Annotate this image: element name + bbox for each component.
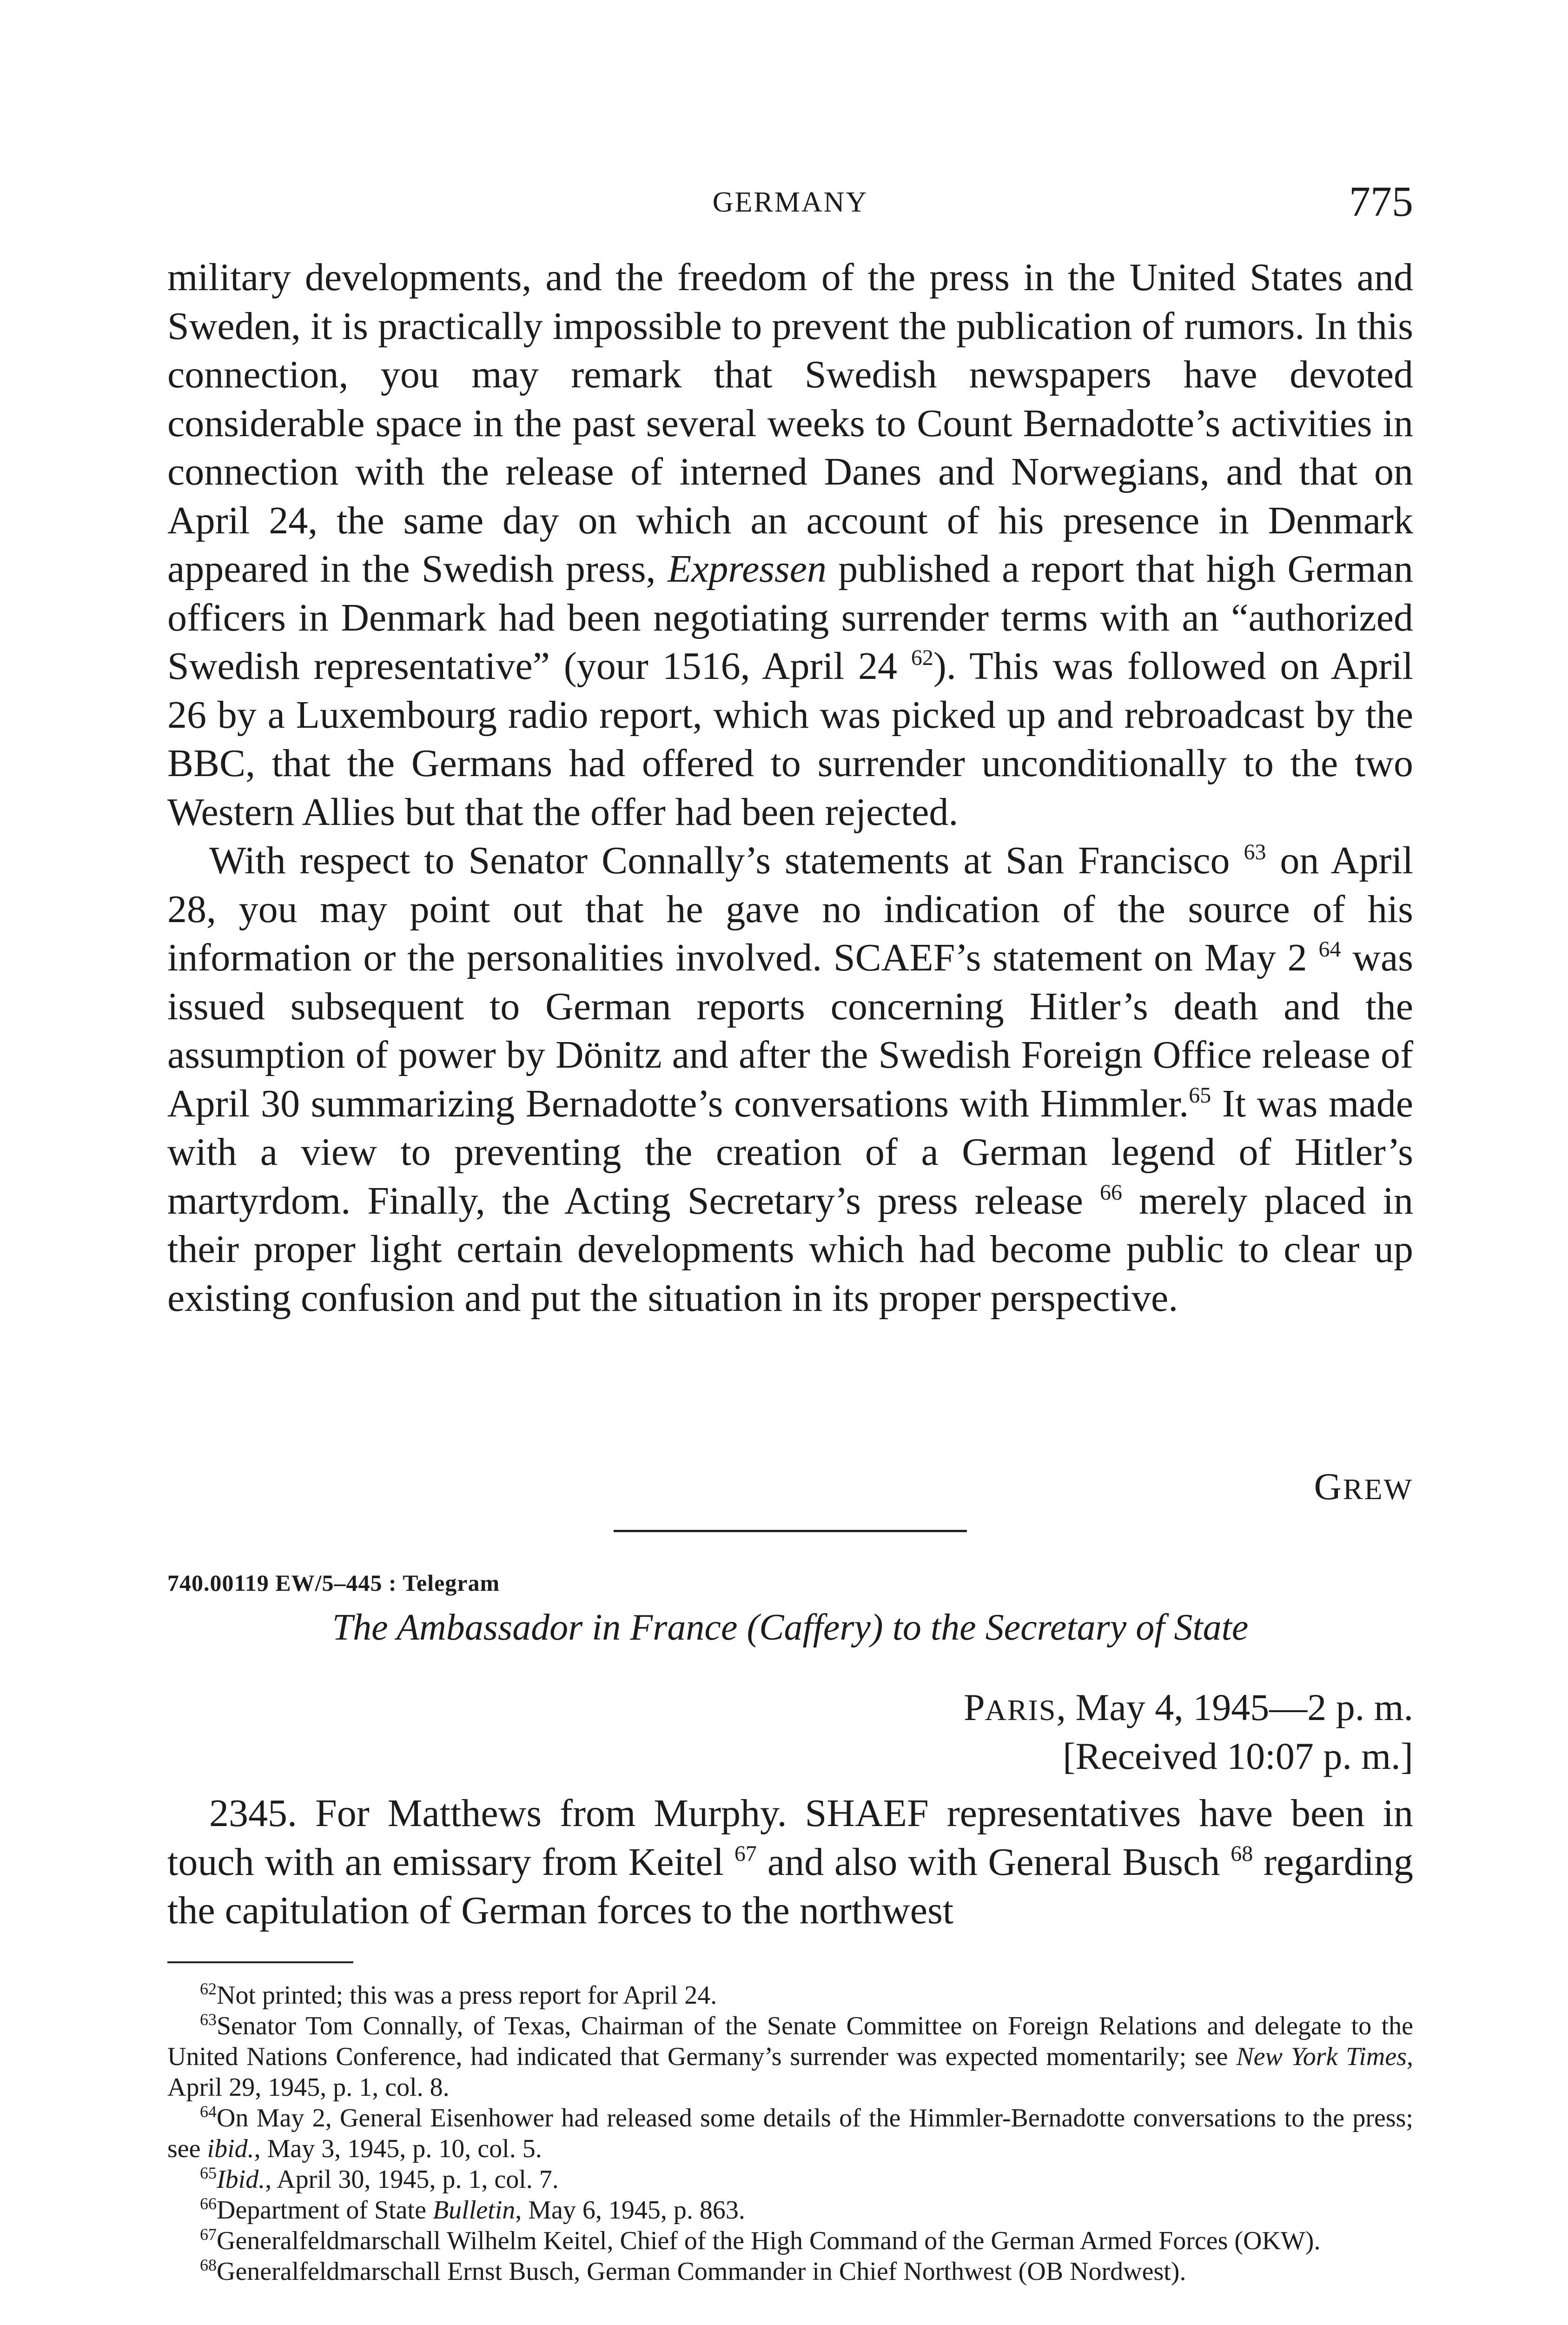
telegram-text <box>167 1789 1413 1935</box>
footnote-number: 62 <box>200 1980 217 1998</box>
signature-initial: G <box>1314 1465 1343 1508</box>
section-divider <box>614 1530 967 1532</box>
text-run: It was made with a view to preventing the creation of a German legend of Hitler’s martyrdom. Finally, the Acting Secretary’s press release <box>167 1082 1414 1222</box>
text-run: published a report that high German officers in Denmark had been negotiating surrender terms with an “authorized Swedish representative” (your 1516, April 24 <box>167 547 1414 688</box>
footnote-italic: Ibid. <box>217 2165 265 2194</box>
footnote-text: Not printed; this was a press report for April 24. <box>217 1981 717 2010</box>
footnote-text: Department of State <box>217 2196 433 2225</box>
text-run: regarding the capitulation of German forces to the northwest <box>167 1840 1413 1932</box>
footnote-65 <box>167 2164 1413 2195</box>
footnote-ref-66: 66 <box>1099 1180 1122 1205</box>
text-run: merely placed in their proper light certain developments which had become public to clear up existing confusion and put the situation in its proper perspective. <box>167 1179 1413 1320</box>
footnote-number: 65 <box>200 2164 217 2182</box>
running-head <box>167 177 1413 228</box>
paragraph-rumors <box>167 253 1413 837</box>
footnote-67 <box>167 2225 1413 2256</box>
newspaper-name: Expressen <box>667 547 827 591</box>
footnote-text: Generalfeldmarschall Ernst Busch, German Commander in Chief Northwest (OB Nordwest). <box>217 2257 1186 2286</box>
paragraph-connally <box>167 837 1413 1322</box>
dateline <box>964 1686 1413 1729</box>
text-run: ). This was followed on April 26 by a Luxembourg radio report, which was picked up and rebroadcast by the BBC, that the Germans had offered to surrender unconditionally to the two Western Allies but that the offer had been rejected. <box>167 644 1413 834</box>
footnote-number: 68 <box>200 2256 217 2274</box>
footnote-number: 64 <box>200 2102 217 2121</box>
footnote-ref-63: 63 <box>1244 840 1266 864</box>
footnote-italic: New York Times <box>1236 2042 1407 2071</box>
signature-rest: REW <box>1343 1473 1413 1506</box>
footnotes <box>167 1980 1413 2287</box>
document-title: The Ambassador in France (Caffery) to the Secretary of State <box>332 1607 1249 1648</box>
footnote-text: On May 2, General Eisenhower had released some details of the Himmler-Bernadotte conversations to the press; see <box>167 2104 1413 2163</box>
footnote-rule <box>167 1961 353 1963</box>
footnote-text: , May 6, 1945, p. 863. <box>515 2196 745 2225</box>
footnote-ref-65: 65 <box>1189 1083 1211 1108</box>
body-text <box>167 253 1413 1322</box>
footnote-italic: Bulletin <box>432 2196 516 2225</box>
footnote-text: , May 3, 1945, p. 10, col. 5. <box>254 2134 542 2163</box>
footnote-text: , April 29, 1945, p. 1, col. 8. <box>167 2042 1413 2102</box>
footnote-italic: ibid. <box>207 2134 254 2163</box>
file-reference: 740.00119 EW/5–445 : Telegram <box>167 1570 500 1596</box>
page-number: 775 <box>1349 178 1413 225</box>
footnote-64 <box>167 2103 1413 2164</box>
dateline-place-rest: ARIS <box>985 1694 1057 1727</box>
footnote-number: 67 <box>200 2225 217 2244</box>
text-run: 2345. For Matthews from Murphy. SHAEF representatives have been in touch with an emissary from Keitel <box>167 1792 1413 1884</box>
text-run: on April 28, you may point out that he gave no indication of the source of his information or the personalities involved. SCAEF’s statement on May 2 <box>167 839 1413 979</box>
running-title: GERMANY <box>712 186 868 218</box>
received-line: [Received 10:07 p. m.] <box>1063 1735 1413 1777</box>
text-run: and also with General Busch <box>756 1840 1231 1884</box>
text-run: With respect to Senator Connally’s statements at San Francisco <box>209 839 1244 882</box>
paragraph-telegram <box>167 1789 1413 1935</box>
footnote-number: 63 <box>200 2010 217 2029</box>
dateline-place-initial: P <box>963 1686 985 1728</box>
footnote-text: Generalfeldmarschall Wilhelm Keitel, Chief of the High Command of the German Armed Forces (OKW). <box>217 2226 1321 2255</box>
dateline-date: , May 4, 1945—2 p. m. <box>1056 1686 1413 1728</box>
footnote-number: 66 <box>200 2194 217 2213</box>
footnote-text: , April 30, 1945, p. 1, col. 7. <box>265 2165 559 2194</box>
footnote-66 <box>167 2195 1413 2225</box>
signature <box>1314 1465 1413 1508</box>
footnote-ref-62: 62 <box>911 645 933 670</box>
footnote-62 <box>167 1980 1413 2011</box>
footnote-ref-64: 64 <box>1318 937 1341 962</box>
footnote-68 <box>167 2256 1413 2287</box>
text-run: was issued subsequent to German reports concerning Hitler’s death and the assumption of power by Dönitz and after the Swedish Foreign Office release of April 30 summarizing Bernadotte’s conversations with Himmler. <box>167 936 1413 1125</box>
footnote-ref-67: 67 <box>734 1841 757 1866</box>
text-run: military developments, and the freedom of the press in the United States and Sweden, it is practically impossible to prevent the publication of rumors. In this connection, you may remark that Swedish newspapers have devoted considerable space in the past several weeks to Count Bernadotte’s activities in connection with the release of interned Danes and Norwegians, and that on April 24, the same day on which an account of his presence in Denmark appeared in the Swedish press, <box>167 256 1413 591</box>
footnote-ref-68: 68 <box>1231 1841 1253 1866</box>
footnote-text: Senator Tom Connally, of Texas, Chairman of the Senate Committee on Foreign Relations and delegate to the United Nations Conference, had indicated that Germany’s surrender was expected momentarily; see <box>167 2012 1413 2071</box>
footnote-63 <box>167 2011 1413 2103</box>
